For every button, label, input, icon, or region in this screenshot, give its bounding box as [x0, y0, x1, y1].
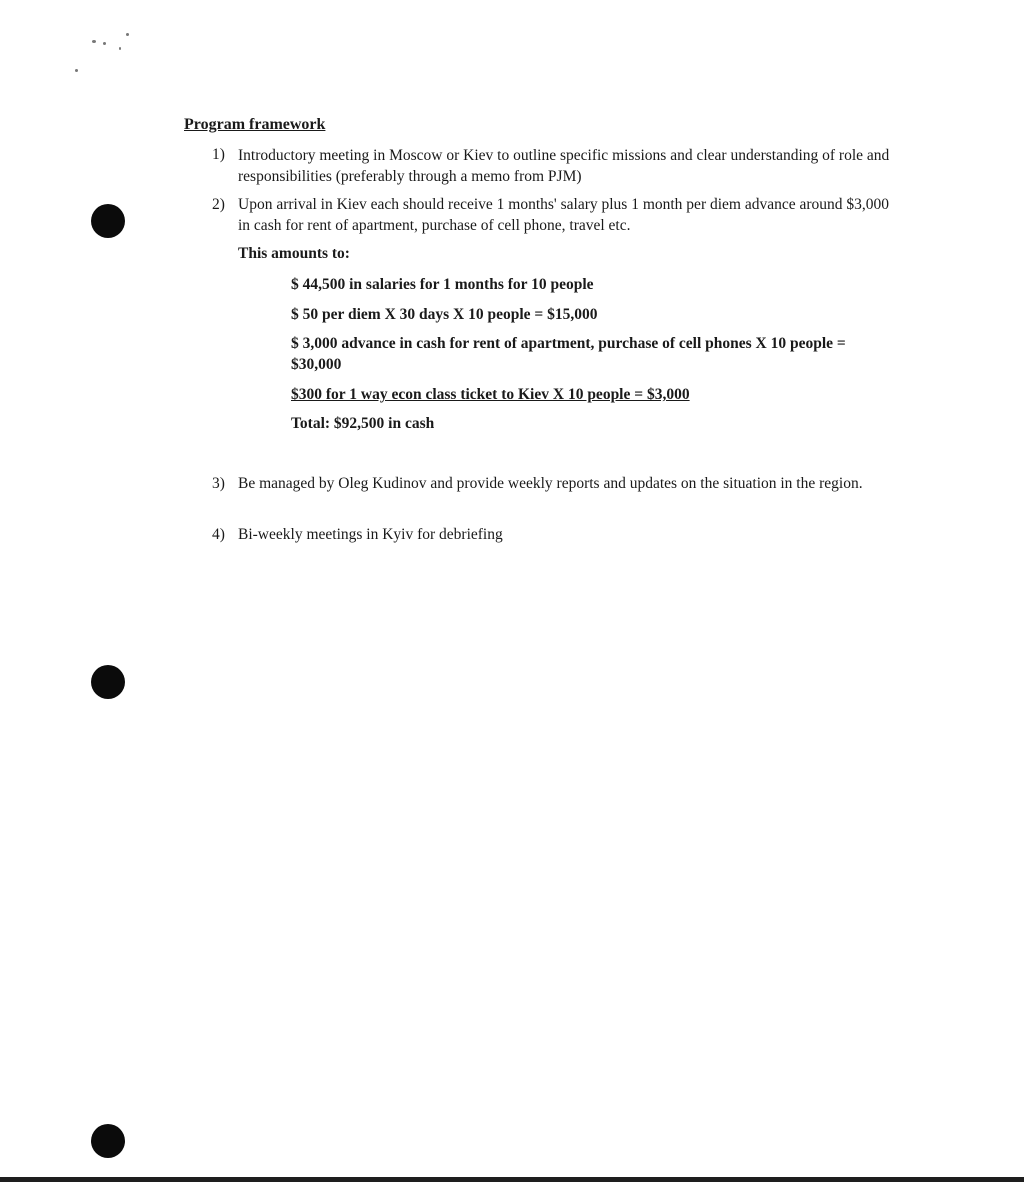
cost-line-advance: $ 3,000 advance in cash for rent of apartment, purchase of cell phones X 10 people = $30,000: [291, 335, 846, 373]
list-item-text: Introductory meeting in Moscow or Kiev to outline specific missions and clear understanding of role and responsibilities (preferably through a memo from PJM): [238, 147, 890, 185]
amounts-heading: This amounts to:: [238, 245, 350, 262]
hole-punch-bottom: [91, 1124, 125, 1158]
section-heading: Program framework: [184, 116, 326, 133]
cost-line-per-diem: $ 50 per diem X 30 days X 10 people = $15,000: [291, 306, 598, 323]
hole-punch-top: [91, 204, 125, 238]
scan-speck: [126, 33, 129, 36]
list-item-text: Upon arrival in Kiev each should receive 1 months' salary plus 1 month per diem advance around $3,000 in cash for rent of apartment, purchase of cell phone, travel etc.: [238, 196, 890, 234]
scan-speck: [119, 47, 121, 50]
cost-total: Total: $92,500 in cash: [291, 415, 435, 432]
scan-speck: [75, 69, 78, 72]
hole-punch-middle: [91, 665, 125, 699]
list-item-text: Be managed by Oleg Kudinov and provide weekly reports and updates on the situation in the region.: [238, 475, 863, 492]
list-item-number: 4): [212, 526, 225, 543]
scan-speck: [103, 42, 106, 45]
cost-line-tickets: $300 for 1 way econ class ticket to Kiev X 10 people = $3,000: [291, 386, 690, 403]
cost-line-salaries: $ 44,500 in salaries for 1 months for 10 people: [291, 276, 594, 293]
list-item-text: Bi-weekly meetings in Kyiv for debriefing: [238, 526, 503, 543]
list-item-number: 2): [212, 196, 225, 213]
list-item-number: 1): [212, 146, 225, 163]
scan-bottom-edge: [0, 1177, 1024, 1182]
scan-speck: [92, 40, 96, 43]
list-item-number: 3): [212, 475, 225, 492]
